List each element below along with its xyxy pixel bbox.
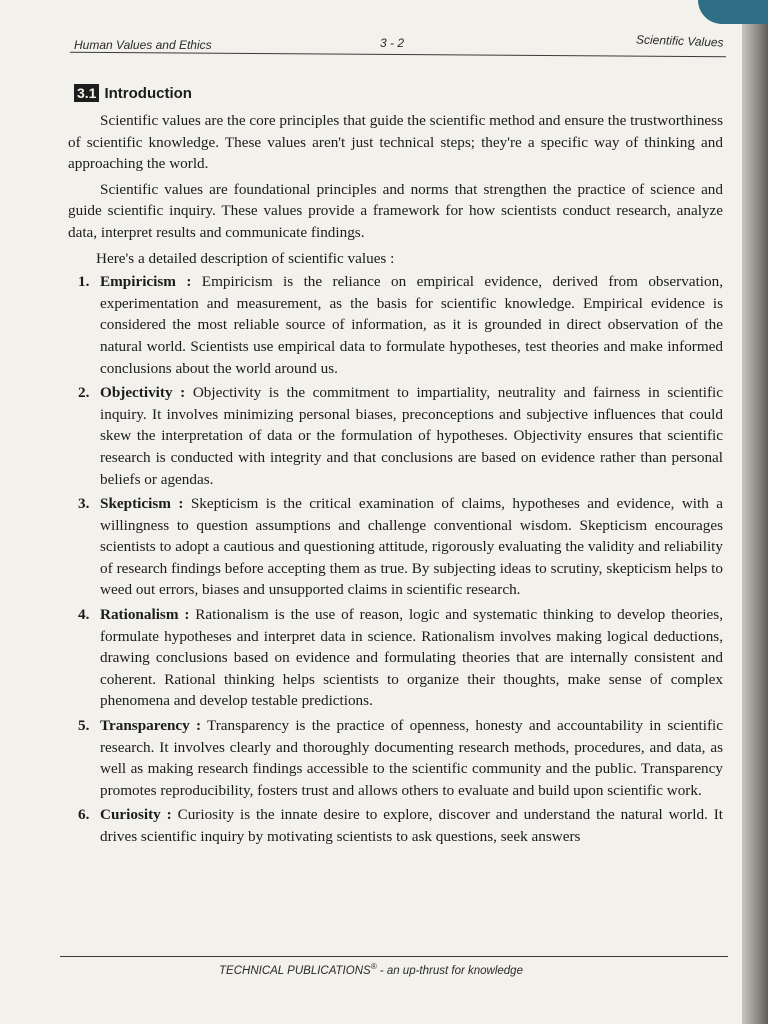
page-corner-tab	[698, 0, 768, 24]
item-text: Transparency is the practice of openness, honesty and accountability in scientific research. It involves clearly and thoroughly documenting research methods, procedures, and data, as well as making research findings accessible to the scientific community and the public. Transparency promotes reproducibility, fosters trust and allows others to evaluate and build upon scientific work.	[100, 717, 723, 799]
registered-mark: ®	[370, 962, 377, 971]
book-title: Human Values and Ethics	[74, 38, 212, 52]
item-text: Objectivity is the commitment to impartiality, neutrality and fairness in scientific inquiry. It involves minimizing personal biases, preconceptions and subjective influences that could skew the interpretation of data or the formulation of hypotheses. Objectivity ensures that scientific research is conducted with integrity and that conclusions are based on evidence rather than personal beliefs or agendas.	[100, 384, 723, 488]
list-intro: Here's a detailed description of scientific values :	[96, 249, 395, 267]
running-footer	[0, 962, 742, 977]
book-edge-shadow	[742, 0, 768, 1024]
item-term: Empiricism :	[100, 273, 192, 291]
list-item-skepticism	[68, 493, 723, 601]
running-header	[74, 34, 724, 54]
section-number: 3.1	[74, 84, 99, 102]
list-item-objectivity	[68, 382, 723, 490]
section-title: Introduction	[104, 85, 192, 102]
chapter-title: Scientific Values	[636, 32, 725, 50]
page-number: 3 - 2	[380, 36, 405, 50]
section-heading	[74, 84, 192, 102]
item-text: Rationalism is the use of reason, logic and systematic thinking to develop theories, formulate hypotheses and interpret data in science. Rationalism involves making logical deductions, drawing conclusions based on evidence and formulating theories that are internally consistent and coherent. Rational thinking helps scientists to organize their thoughts, make sense of complex phenomena and develop testable predictions.	[100, 606, 723, 710]
footer-divider	[60, 956, 728, 957]
item-number: 5.	[78, 717, 90, 735]
list-item-curiosity	[68, 804, 723, 847]
publisher-name: TECHNICAL PUBLICATIONS	[219, 964, 371, 977]
publisher-tagline: - an up-thrust for knowledge	[376, 964, 523, 977]
item-number: 3.	[78, 495, 90, 513]
page-body	[68, 110, 723, 851]
list-item-transparency	[68, 715, 723, 801]
intro-paragraph: Scientific values are foundational principles and norms that strengthen the practice of science and guide scientific inquiry. These values provide a framework for how scientists conduct research, analyze data, interpret results and communicate findings.	[68, 180, 723, 241]
list-item-rationalism	[68, 604, 723, 712]
item-number: 6.	[78, 806, 90, 824]
item-term: Skepticism :	[100, 495, 184, 513]
item-term: Transparency :	[100, 717, 202, 735]
list-item-empiricism	[68, 271, 723, 379]
item-term: Objectivity :	[100, 384, 186, 402]
item-number: 1.	[78, 273, 90, 291]
item-number: 4.	[78, 606, 90, 624]
item-text: Curiosity is the innate desire to explore, discover and understand the natural world. It drives scientific inquiry by motivating scientists to ask questions, seek answers	[100, 806, 723, 845]
item-number: 2.	[78, 384, 90, 402]
item-text: Empiricism is the reliance on empirical evidence, derived from observation, experimentation and measurement, as the basis for scientific knowledge. Empirical evidence is considered the most reliable source of information, as it is grounded in direct observation of the natural world. Scientists use empirical data to formulate hypotheses, test theories and make informed conclusions about the world around us.	[100, 273, 723, 377]
item-text: Skepticism is the critical examination of claims, hypotheses and evidence, with a willingness to question assumptions and challenge conventional wisdom. Skepticism encourages scientists to adopt a cautious and questioning attitude, rigorously evaluating the validity and reliability of research findings before accepting them as true. By subjecting ideas to scrutiny, skepticism helps to weed out errors, biases and unsupported claims in scientific research.	[100, 495, 723, 599]
item-term: Rationalism :	[100, 606, 190, 624]
item-term: Curiosity :	[100, 806, 172, 824]
intro-paragraph: Scientific values are the core principles that guide the scientific method and ensure the trustworthiness of scientific knowledge. These values aren't just technical steps; they're a specific way of thinking and approaching the world.	[68, 112, 723, 173]
